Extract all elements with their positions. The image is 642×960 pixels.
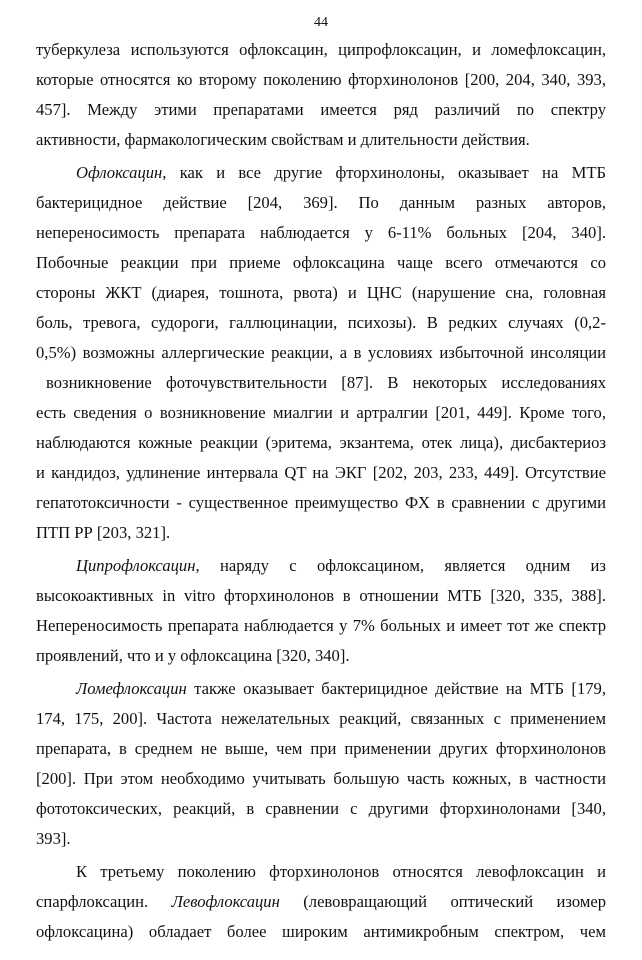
paragraph-first-line: Ципрофлоксацин, наряду с офлоксацином, является одним из (76, 556, 606, 575)
drug-name: Левофлоксацин (171, 892, 280, 911)
text-line: Побочные реакции при приеме офлоксацина чаще всего отмечаются со (36, 253, 606, 272)
text-line: стороны ЖКТ (диарея, тошнота, рвота) и ЦНС (нарушение сна, головная (36, 283, 606, 302)
text-line: боль, тревога, судороги, галлюцинации, психозы). В редких случаях (0,2- (36, 313, 606, 332)
text-line: проявлений, что и у офлоксацина [320, 340]. (36, 646, 350, 665)
text-line: ПТП РР [203, 321]. (36, 523, 171, 542)
text-line: наблюдаются кожные реакции (эритема, экзантема, отек лица), дисбактериоз (36, 433, 606, 452)
text-line: непереносимость препарата наблюдается у 6-11% больных [204, 340]. (36, 223, 606, 242)
text-line: которые относятся ко второму поколению фторхинолонов [200, 204, 340, 393, (36, 70, 606, 89)
drug-name: Ципрофлоксацин (76, 556, 196, 575)
text-line: Непереносимость препарата наблюдается у 7% больных и имеет тот же спектр (36, 616, 606, 635)
text-line: высокоактивных in vitro фторхинолонов в отношении МТБ [320, 335, 388]. (36, 586, 606, 605)
text-line: есть сведения о возникновение миалгии и артралгии [201, 449]. Кроме того, (36, 403, 606, 422)
text-line: активности, фармакологическим свойствам и длительности действия. (36, 130, 530, 149)
text-line: спарфлоксацин. Левофлоксацин (левовращающий оптический изомер (36, 892, 607, 911)
page-number: 44 (314, 15, 328, 30)
text-line: 457]. Между этими препаратами имеется ряд различий по спектру (36, 100, 606, 119)
text-line: бактерицидное действие [204, 369]. По данным разных авторов, (36, 193, 606, 212)
text-line: возникновение фоточувствительности [87]. В некоторых исследованиях (46, 373, 606, 392)
text-line: гепатотоксичности - существенное преимущество ФХ в сравнении с другими (36, 493, 606, 512)
text-line: 174, 175, 200]. Частота нежелательных реакций, связанных с применением (36, 709, 606, 728)
text-line: [200]. При этом необходимо учитывать большую часть кожных, в частности (36, 769, 606, 788)
text-line: препарата, в среднем не выше, чем при применении других фторхинолонов (36, 739, 606, 758)
paragraph-first-line: Офлоксацин, как и все другие фторхинолоны, оказывает на МТБ (76, 163, 606, 182)
drug-name: Ломефлоксацин (76, 679, 187, 698)
text-line: 0,5%) возможны аллергические реакции, а в условиях избыточной инсоляции (36, 343, 606, 362)
text-line: и кандидоз, удлинение интервала QT на ЭКГ [202, 203, 233, 449]. Отсутствие (36, 463, 606, 482)
text-line: фототоксических, реакций, в сравнении с другими фторхинолонами [340, (36, 799, 606, 818)
drug-name: Офлоксацин (76, 163, 163, 182)
paragraph-first-line: К третьему поколению фторхинолонов относятся левофлоксацин и (76, 862, 606, 881)
paragraph-first-line: Ломефлоксацин также оказывает бактерицидное действие на МТБ [179, (76, 679, 606, 698)
text-line: 393]. (36, 829, 71, 848)
text-line: туберкулеза используются офлоксацин, ципрофлоксацин, и ломефлоксацин, (36, 40, 606, 59)
text-line: офлоксацина) обладает более широким антимикробным спектром, чем (36, 922, 606, 941)
